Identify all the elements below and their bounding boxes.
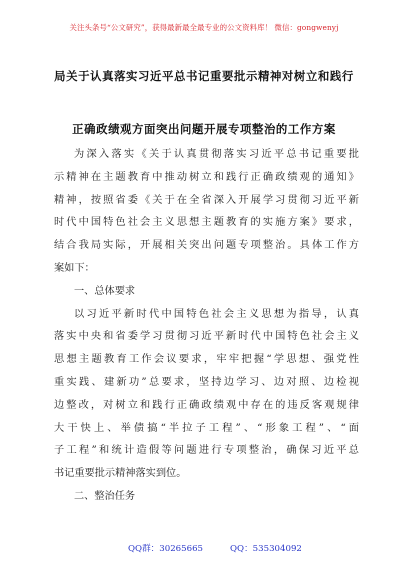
document-title-line-2: 正确政绩观方面突出问题开展专项整治的工作方案	[72, 122, 336, 136]
intro-line-6: 案如下：	[54, 262, 95, 274]
section-1-line-6: 大干快上、举债搞“半拉子工程”、“形象工程”、“面	[54, 422, 359, 434]
section-1-heading: 一、总体要求	[74, 285, 136, 297]
header-banner: 关注头条号“公文研究”，获得最新最全最专业的公文资料库！ 微信：gongwenyj	[69, 23, 339, 32]
section-1-line-3: 思想主题教育工作会议要求，牢牢把握“学思想、强党性	[54, 354, 359, 366]
section-1-line-7: 子工程”和统计造假等问题进行专项整治，确保习近平总	[54, 445, 359, 457]
intro-line-4: 时代中国特色社会主义思想主题教育的实施方案》要求，	[54, 217, 359, 229]
intro-line-5: 结合我局实际，开展相关突出问题专项整治。具体工作方	[54, 240, 359, 252]
section-1-line-5: 边整改，对树立和践行正确政绩观中存在的违反客观规律	[54, 399, 359, 411]
intro-paragraph	[54, 144, 359, 281]
section-1-line-8: 书记重要批示精神落实到位。	[54, 468, 187, 480]
section-1-paragraph	[54, 304, 359, 486]
intro-line-3: 精神，按照省委《关于在全省深入开展学习贯彻习近平新	[54, 194, 359, 206]
section-1-line-4: 重实践、建新功”总要求，坚持边学习、边对照、边检视	[54, 376, 359, 388]
intro-line-1: 为深入落实《关于认真贯彻落实习近平总书记重要批	[74, 149, 359, 160]
intro-line-2: 示精神在主题教育中推动树立和践行正确政绩观的通知》	[54, 171, 359, 183]
document-body	[54, 144, 359, 509]
footer-qq-number: QQ：535304092	[230, 544, 302, 554]
footer-qq-group: QQ群：30265665	[128, 544, 204, 554]
section-1-line-1: 以习近平新时代中国特色社会主义思想为指导，认真	[74, 308, 359, 320]
document-title-line-1: 局关于认真落实习近平总书记重要批示精神对树立和践行	[54, 69, 354, 83]
section-2-heading: 二、整治任务	[74, 490, 136, 502]
section-1-line-2: 落实中央和省委学习贯彻习近平新时代中国特色社会主义	[54, 331, 359, 343]
